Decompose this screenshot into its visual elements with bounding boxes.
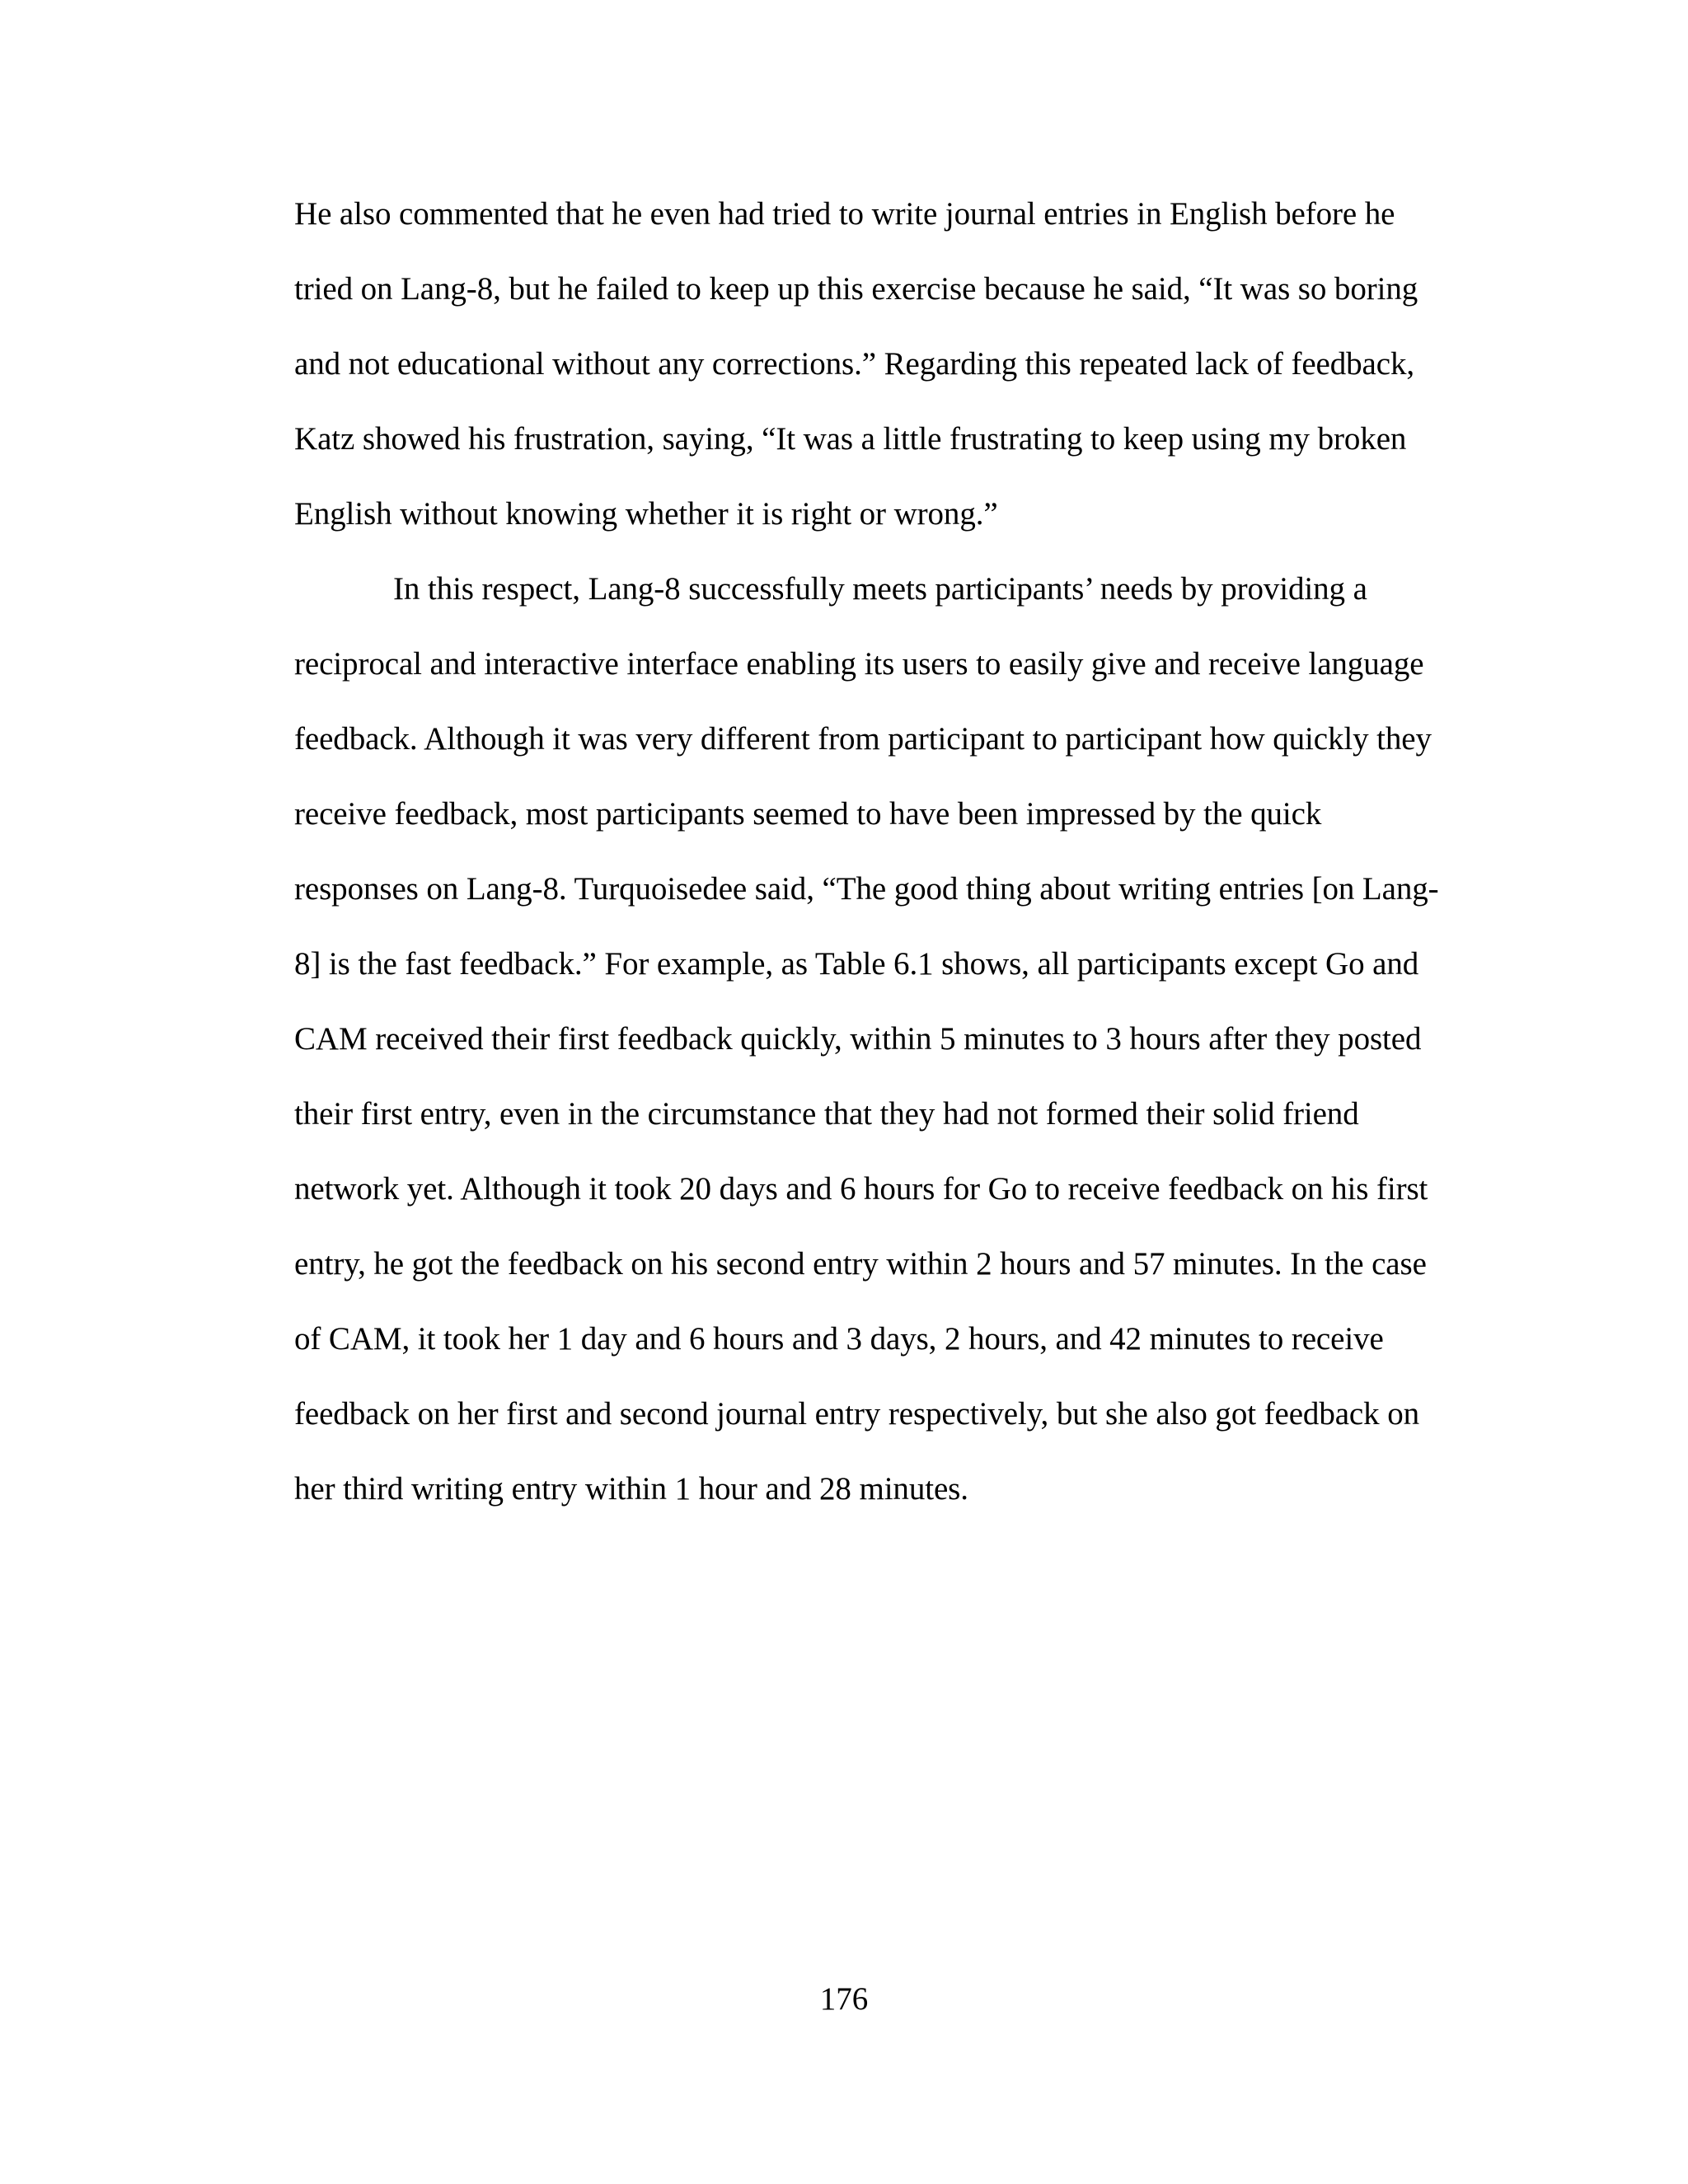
text-line: responses on Lang-8. Turquoisedee said, “The good thing about writing entries [on Lang- [294, 871, 1439, 907]
text-line: their first entry, even in the circumstance that they had not formed their solid friend [294, 1096, 1359, 1132]
text-line: entry, he got the feedback on his second entry within 2 hours and 57 minutes. In the case [294, 1246, 1427, 1282]
text-line: feedback. Although it was very different from participant to participant how quickly they [294, 721, 1432, 757]
text-line: tried on Lang-8, but he failed to keep up this exercise because he said, “It was so boring [294, 271, 1418, 307]
text-line: feedback on her first and second journal entry respectively, but she also got feedback on [294, 1396, 1419, 1432]
text-line: He also commented that he even had tried to write journal entries in English before he [294, 196, 1395, 232]
text-line: her third writing entry within 1 hour and 28 minutes. [294, 1471, 968, 1507]
text-line: and not educational without any corrections.” Regarding this repeated lack of feedback, [294, 346, 1415, 382]
paragraph-first-line: In this respect, Lang-8 successfully meets participants’ needs by providing a [393, 571, 1367, 607]
text-line: reciprocal and interactive interface enabling its users to easily give and receive language [294, 646, 1424, 682]
text-line: of CAM, it took her 1 day and 6 hours and 3 days, 2 hours, and 42 minutes to receive [294, 1321, 1384, 1357]
text-line: receive feedback, most participants seemed to have been impressed by the quick [294, 796, 1322, 832]
text-line: network yet. Although it took 20 days and 6 hours for Go to receive feedback on his first [294, 1171, 1428, 1207]
text-line: 8] is the fast feedback.” For example, as Table 6.1 shows, all participants except Go and [294, 946, 1419, 982]
text-line: CAM received their first feedback quickly, within 5 minutes to 3 hours after they posted [294, 1021, 1422, 1057]
text-line: English without knowing whether it is right or wrong.” [294, 496, 998, 532]
text-line: Katz showed his frustration, saying, “It was a little frustrating to keep using my broken [294, 421, 1407, 457]
page-number: 176 [819, 1981, 869, 2017]
